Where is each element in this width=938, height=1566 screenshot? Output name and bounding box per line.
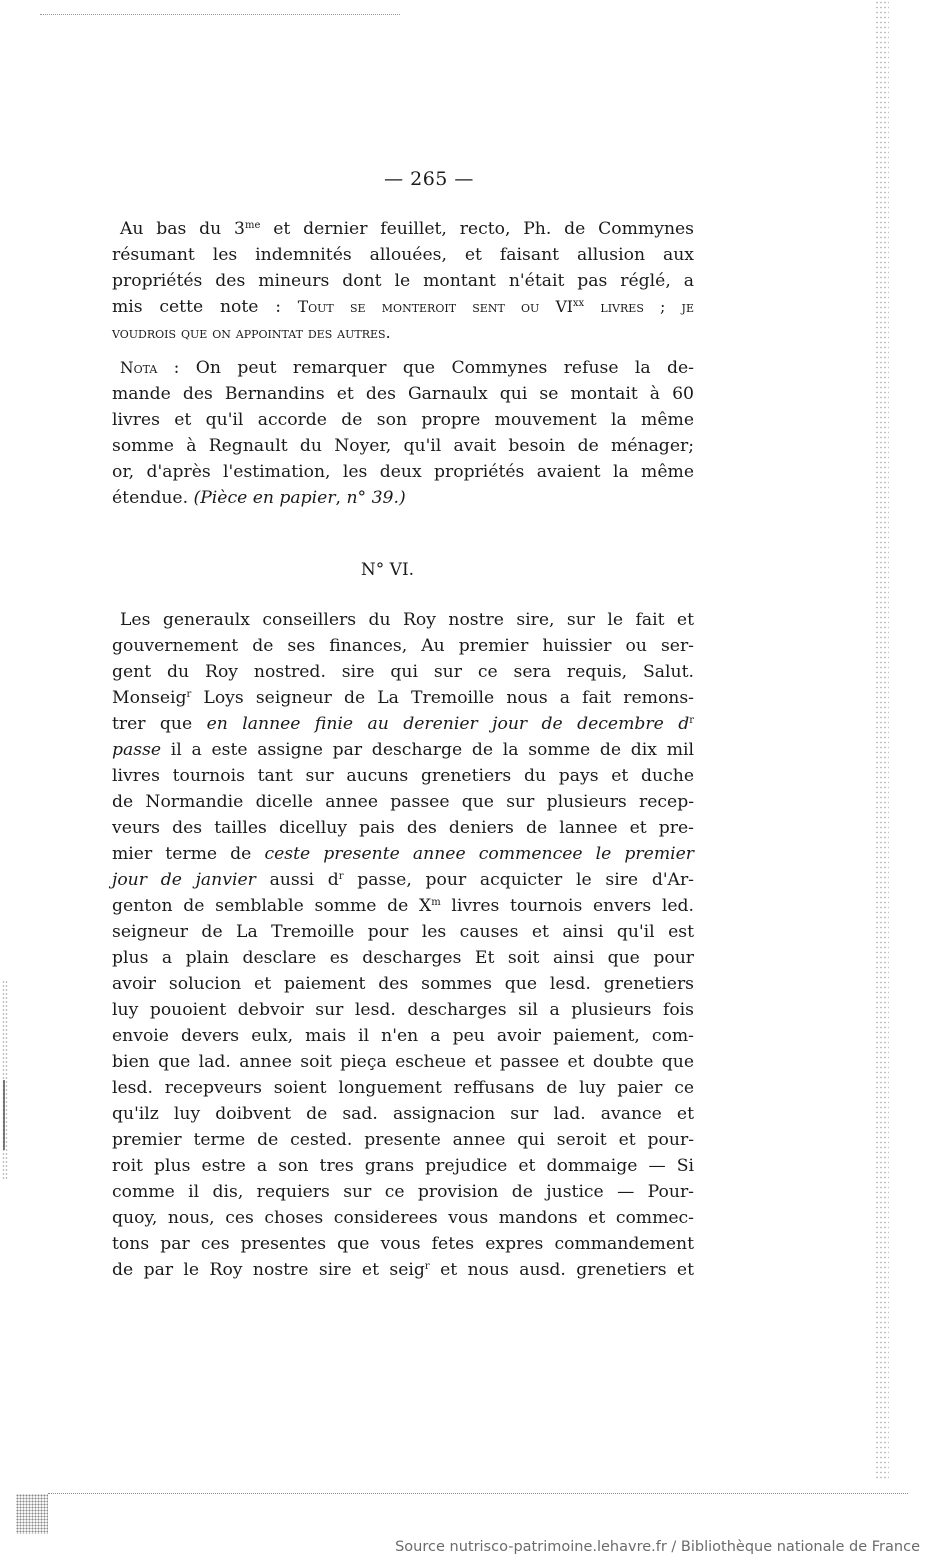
scan-edge-left-bar: [3, 1080, 5, 1150]
scan-edge-right: [875, 0, 889, 1480]
text-line: mier terme de ceste presente annee commencee le premier: [112, 844, 695, 864]
text-line: genton de semblable somme de $X^m$ livres tournois envers led.: [112, 896, 694, 916]
text-line: trer que en lannee finie au derenier jour de decembre $d^r$: [112, 714, 694, 734]
text-line: seigneur de La Tremoille pour les causes et ainsi qu'il est: [112, 922, 694, 942]
text-line: résumant les indemnités allouées, et faisant allusion aux: [112, 245, 694, 265]
text-line: plus a plain desclare es descharges Et soit ainsi que pour: [112, 948, 694, 968]
page-number: — 265 —: [384, 168, 474, 190]
text-line: quoy, nous, ces choses considerees vous mandons et commec-: [112, 1208, 694, 1228]
scan-noise-block: [16, 1494, 48, 1534]
text-line: avoir solucion et paiement des sommes que lesd. grenetiers: [112, 974, 694, 994]
text-line: qu'ilz luy doibvent de sad. assignacion sur lad. avance et: [112, 1104, 694, 1124]
text-line: jour de janvier aussi $d^r$ passe, pour acquicter le sire d'Ar-: [112, 870, 694, 890]
source-attribution: Source nutrisco-patrimoine.lehavre.fr / Bibliothèque nationale de France: [395, 1539, 920, 1555]
text-line: mis cette note : Tout se monteroit sent ou VI$^{xx}$ livres ; je: [112, 297, 694, 317]
text-line: or, d'après l'estimation, les deux propriétés avaient la même: [112, 462, 694, 482]
text-line: gent du Roy nostred. sire qui sur ce sera requis, Salut.: [112, 662, 694, 682]
text-line: premier terme de cested. presente annee qui seroit et pour-: [112, 1130, 694, 1150]
text-line: livres tournois tant sur aucuns grenetiers du pays et duche: [112, 766, 694, 786]
text-line: Monseig$^r$ Loys seigneur de La Tremoille nous a fait remons-: [112, 688, 694, 708]
paragraph-commynes-note: [112, 216, 694, 346]
text-line: Les generaulx conseillers du Roy nostre sire, sur le fait et: [120, 610, 694, 630]
section-heading: N° VI.: [360, 560, 415, 580]
text-line: livres et qu'il accorde de son propre mouvement la même: [112, 410, 694, 430]
scan-edge-top: [40, 14, 400, 15]
text-line: passe il a este assigne par descharge de la somme de dix mil: [112, 740, 694, 760]
paragraph-nota: [112, 355, 694, 511]
text-line: Au bas du $3^{me}$ et dernier feuillet, recto, Ph. de Commynes: [120, 219, 695, 239]
text-line: comme il dis, requiers sur ce provision de justice — Pour-: [112, 1182, 694, 1202]
text-line: luy pouoient debvoir sur lesd. descharges sil a plusieurs fois: [112, 1000, 694, 1020]
text-line: bien que lad. annee soit pieça escheue et passee et doubte que: [112, 1052, 694, 1072]
text-line: somme à Regnault du Noyer, qu'il avait besoin de ménager;: [112, 436, 694, 456]
text-line: de Normandie dicelle annee passee que sur plusieurs recep-: [112, 792, 694, 812]
text-line: Nota : On peut remarquer que Commynes refuse la de-: [120, 358, 694, 378]
text-line: roit plus estre a son tres grans prejudice et dommaige — Si: [112, 1156, 694, 1176]
text-line: tons par ces presentes que vous fetes expres commandement: [112, 1234, 694, 1254]
text-line: gouvernement de ses finances, Au premier huissier ou ser-: [112, 636, 694, 656]
nota-label: Nota: [120, 359, 158, 377]
text-line: étendue. (Pièce en papier, n° 39.): [112, 488, 406, 508]
text-line: mande des Bernandins et des Garnaulx qui se montait à 60: [112, 384, 694, 404]
text-line: lesd. recepveurs soient longuement reffusans de luy paier ce: [112, 1078, 694, 1098]
text-line: veurs des tailles dicelluy pais des deniers de lannee et pre-: [112, 818, 694, 838]
text-line: propriétés des mineurs dont le montant n'était pas réglé, a: [112, 271, 694, 291]
scan-edge-bottom: [48, 1493, 908, 1494]
paragraph-document-vi: [112, 607, 694, 1283]
text-line: de par le Roy nostre sire et seig$^r$ et nous ausd. grenetiers et: [112, 1260, 694, 1280]
text-line: voudrois que on appointat des autres.: [112, 324, 391, 342]
text-line: envoie devers eulx, mais il n'en a peu avoir paiement, com-: [112, 1026, 694, 1046]
